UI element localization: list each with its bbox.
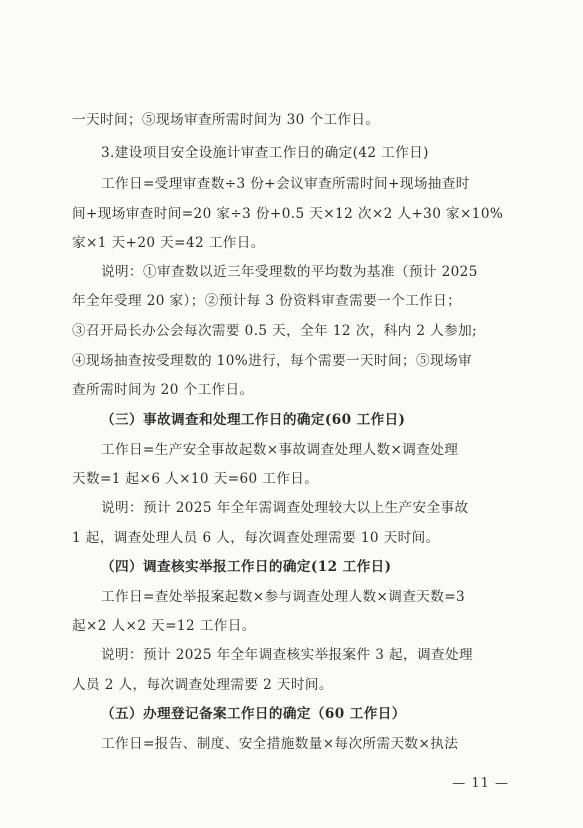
formula-line: 工作日=生产安全事故起数×事故调查处理人数×调查处理 (101, 442, 459, 458)
formula-line: 天数=1 起×6 人×10 天=60 工作日。 (72, 471, 319, 487)
formula-line: 工作日=报告、制度、安全措施数量×每次所需天数×执法 (101, 736, 459, 752)
formula-line: 工作日=查处举报案起数×参与调查处理人数×调查天数=3 (101, 589, 466, 605)
section-heading-4: （四）调查核实举报工作日的确定(12 工作日) (101, 559, 392, 575)
explanation-line: 说明：①审查数以近三年受理数的平均数为基准（预计 2025 (101, 264, 478, 280)
section-heading-5: （五）办理登记备案工作日的确定（60 工作日） (101, 706, 406, 722)
page-number: — 11 — (452, 776, 509, 791)
explanation-line: ④现场抽查按受理数的 10%进行，每个需要一天时间；⑤现场审 (72, 353, 472, 369)
explanation-line: 年全年受理 20 家）；②预计每 3 份资料审查需要一个工作日； (72, 293, 462, 309)
explanation-line: 查所需时间为 20 个工作日。 (72, 382, 254, 398)
body-line-continuation: 一天时间；⑤现场审查所需时间为 30 个工作日。 (72, 112, 380, 128)
section-title-3: 3.建设项目安全设施计审查工作日的确定(42 工作日) (101, 145, 429, 161)
section-heading-3: （三）事故调查和处理工作日的确定(60 工作日) (101, 412, 406, 428)
formula-line: 工作日=受理审查数÷3 份+会议审查所需时间+现场抽查时 (101, 176, 470, 192)
formula-line: 起×2 人×2 天=12 工作日。 (72, 618, 256, 634)
explanation-line: ③召开局长办公会每次需要 0.5 天，全年 12 次，科内 2 人参加; (72, 323, 478, 339)
explanation-line: 说明：预计 2025 年全年调查核实举报案件 3 起，调查处理 (101, 647, 473, 663)
explanation-line: 说明：预计 2025 年全年需调查处理较大以上生产安全事故 (101, 500, 469, 516)
explanation-line: 人员 2 人，每次调查处理需要 2 天时间。 (72, 677, 333, 693)
explanation-line: 1 起，调查处理人员 6 人，每次调查处理需要 10 天时间。 (72, 530, 440, 546)
formula-line: 家×1 天+20 天=42 工作日。 (72, 235, 265, 251)
formula-line: 间+现场审查时间=20 家÷3 份+0.5 天×12 次×2 人+30 家×10% (72, 206, 504, 222)
